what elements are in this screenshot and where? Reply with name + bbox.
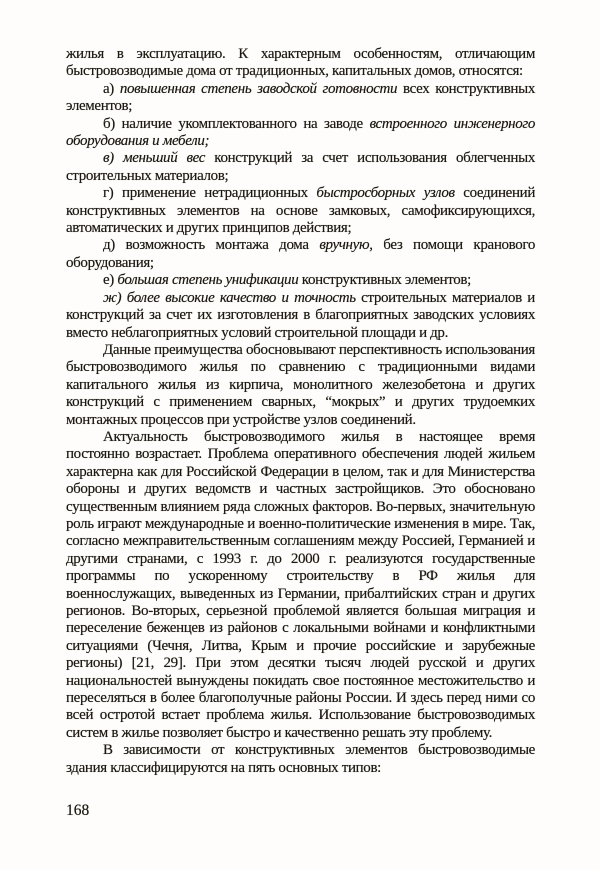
text-run: В зависимости от конструктивных элементов быстровозводимые здания классифицируются на пять основных типов: (66, 742, 535, 776)
text-run-italic: быстросборных узлов (316, 185, 455, 202)
text-run: д) возможность монтажа дома (103, 237, 320, 254)
text-run: Актуальность быстровозводимого жилья в настоящее время постоянно возрастает. Проблема оперативного обеспечения людей жильем характерна как для Российской Федерации в целом, так и для Министерства обороны и других ведомств и частных застройщиков. Это обосновано существенным влиянием ряда сложных факторов. Во-первых, значительную роль играют международные и военно-политические изменения в мире. Так, согласно межправительственным соглашениям между Россией, Германией и другими странами, с 1993 г. до 2000 г. реализуются государственные программы по ускоренному строительству в РФ жилья для военнослужащих, выведенных из Германии, прибалтийских стран и других регионов. Во-вторых, серьезной проблемой является большая миграция и переселение беженцев из районов с локальными войнами и конфликтными ситуациями (Чечня, Литва, Крым и прочие российские и зарубежные регионы) [21, 29]. При этом десятки тысяч людей русской и других национальностей вынуждены покидать свое постоянное местожительство и переселяться в более благополучные районы России. И здесь перед ними со всей остротой встает проблема жилья. Использование быстровозводимых систем в жилье позволяет быстро и качественно решать эту проблему. (66, 428, 535, 741)
list-item-b (66, 116, 535, 151)
text-run-italic: ж) более высокие качество и точность (103, 289, 356, 306)
text-run-italic: вручную (319, 237, 370, 254)
text-run-italic: повышенная степень заводской готовности (119, 80, 398, 97)
text-run-italic: встроенного инженерного оборудования и мебели; (66, 115, 535, 150)
text-run: жилья в эксплуатацию. К характерным особенностям, отличающим быстровозводимые дома от традиционных, капитальных домов, относятся: (66, 46, 535, 80)
paragraph-continuation (66, 46, 535, 81)
text-run-italic: большая степень унификации (117, 272, 299, 289)
list-item-e (66, 272, 535, 289)
page-number: 168 (66, 802, 90, 819)
list-item-d (66, 237, 535, 272)
list-item-a (66, 81, 535, 116)
paragraph-relevance (66, 429, 535, 742)
page-text-body (66, 46, 535, 777)
text-run-italic: в) меньший вес (103, 150, 206, 167)
paragraph-advantages (66, 342, 535, 429)
text-run: конструкций за счет использования облегченных строительных материалов; (66, 150, 535, 184)
text-run: , без помощи кранового оборудования; (66, 237, 536, 271)
text-run: соединений конструктивных элементов на основе замковых, самофиксирующихся, автоматических и других принципов действия; (66, 185, 535, 237)
text-run: конструктивных элементов; (298, 272, 471, 289)
text-run: строительных материалов и конструкций за счет их изготовления в благоприятных заводских условиях вместо неблагоприятных условий строительной площади и др. (66, 289, 535, 341)
list-marker: а) (103, 80, 120, 97)
list-item-zh (66, 290, 535, 342)
list-marker: е) (103, 272, 118, 289)
text-run: г) применение нетрадиционных (103, 185, 317, 202)
text-run: Данные преимущества обосновывают перспективность использования быстровозводимого жилья по сравнению с традиционными видами капитального жилья из кирпича, монолитного железобетона и других конструкций с применением сварных, “мокрых” и других трудоемких монтажных процессов при устройстве узлов соединений. (66, 341, 535, 428)
list-item-v (66, 150, 535, 185)
text-run: б) наличие укомплектованного на заводе (103, 115, 370, 132)
paragraph-classification-intro (66, 742, 535, 777)
list-item-g (66, 185, 535, 237)
text-run: всех конструктивных элементов; (66, 80, 535, 115)
